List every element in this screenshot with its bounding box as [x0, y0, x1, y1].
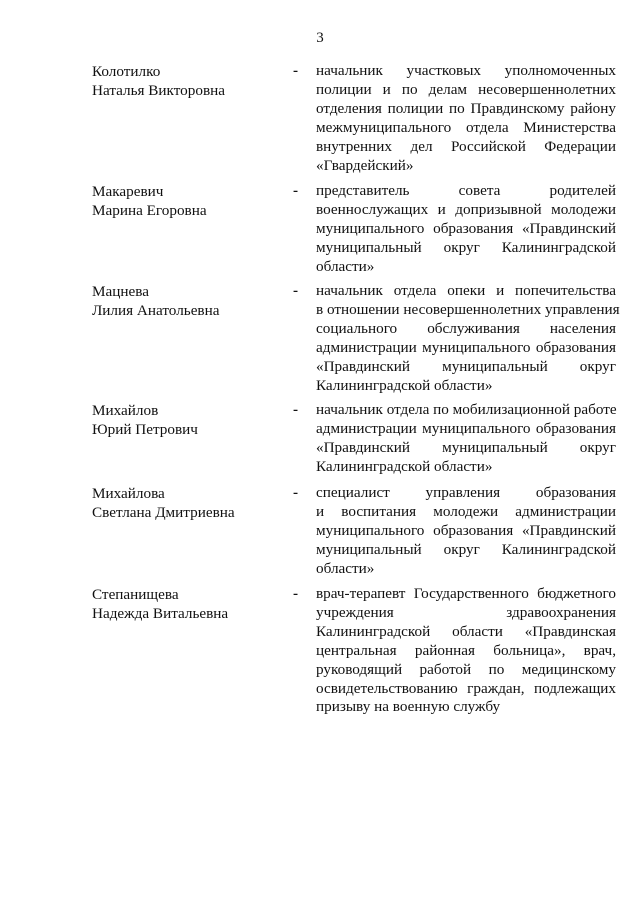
- dash-separator: -: [293, 401, 299, 418]
- position-line: «Правдинский муниципальный округ: [316, 357, 616, 375]
- member-given-names: Наталья Викторовна: [92, 82, 225, 99]
- position-line: социального обслуживания населения: [316, 319, 616, 337]
- position-line: учреждения здравоохранения: [316, 603, 616, 621]
- position-line: Калининградской области»: [316, 457, 493, 475]
- position-line: муниципального образования «Правдинский: [316, 521, 616, 539]
- position-line: освидетельствованию граждан, подлежащих: [316, 679, 616, 697]
- member-given-names: Лилия Анатольевна: [92, 302, 220, 319]
- dash-separator: -: [293, 484, 299, 501]
- member-given-names: Марина Егоровна: [92, 202, 207, 219]
- member-given-names: Надежда Витальевна: [92, 605, 229, 622]
- member-given-names: Юрий Петрович: [92, 421, 198, 438]
- member-position: [316, 282, 620, 395]
- position-line: и воспитания молодежи администрации: [316, 502, 616, 520]
- member-name: [92, 62, 282, 100]
- member-position: [316, 585, 616, 717]
- member-name: [92, 282, 282, 320]
- member-position: [316, 484, 616, 579]
- member-given-names: Светлана Дмитриевна: [92, 504, 235, 521]
- position-line: полиции и по делам несовершеннолетних: [316, 80, 616, 98]
- member-position: [316, 182, 616, 277]
- position-line: военнослужащих и допризывной молодежи: [316, 200, 616, 218]
- position-line: призыву на военную службу: [316, 698, 501, 716]
- member-surname: Михайлов: [92, 402, 159, 419]
- position-line: Калининградской области»: [316, 376, 493, 394]
- member-name: [92, 585, 282, 623]
- position-line: руководящий работой по медицинскому: [316, 660, 616, 678]
- member-surname: Колотилко: [92, 63, 161, 80]
- position-line: внутренних дел Российской Федерации: [316, 137, 616, 155]
- member-name: [92, 182, 282, 220]
- position-line: муниципальный округ Калининградской: [316, 540, 616, 558]
- position-line: администрации муниципального образования: [316, 419, 616, 437]
- position-line: муниципальный округ Калининградской: [316, 238, 616, 256]
- position-line: отделения полиции по Правдинскому району: [316, 99, 616, 117]
- dash-separator: -: [293, 585, 299, 602]
- member-name: [92, 401, 282, 439]
- position-line: муниципального образования «Правдинский: [316, 219, 616, 237]
- dash-separator: -: [293, 182, 299, 199]
- member-surname: Мацнева: [92, 283, 149, 300]
- position-line: центральная районная больница», врач,: [316, 641, 616, 659]
- dash-separator: -: [293, 282, 299, 299]
- position-line: «Правдинский муниципальный округ: [316, 438, 616, 456]
- position-line: области»: [316, 257, 375, 275]
- position-line: области»: [316, 559, 375, 577]
- member-position: [316, 62, 616, 175]
- dash-separator: -: [293, 62, 299, 79]
- position-line: администрации муниципального образования: [316, 338, 616, 356]
- member-surname: Степанищева: [92, 586, 179, 603]
- position-line: в отношении несовершеннолетних управления: [316, 300, 620, 318]
- position-line: представитель совета родителей: [316, 182, 616, 199]
- position-line: начальник отдела опеки и попечительства: [316, 282, 616, 299]
- page-number: 3: [316, 30, 324, 46]
- position-line: врач-терапевт Государственного бюджетного: [316, 585, 616, 602]
- position-line: «Гвардейский»: [316, 156, 414, 174]
- position-line: специалист управления образования: [316, 484, 616, 501]
- position-line: начальник участковых уполномоченных: [316, 62, 616, 79]
- member-name: [92, 484, 282, 522]
- member-position: [316, 401, 616, 477]
- member-surname: Михайлова: [92, 485, 165, 502]
- position-line: Калининградской области «Правдинская: [316, 622, 616, 640]
- member-surname: Макаревич: [92, 183, 164, 200]
- position-line: начальник отдела по мобилизационной работе: [316, 401, 617, 418]
- position-line: межмуниципального отдела Министерства: [316, 118, 616, 136]
